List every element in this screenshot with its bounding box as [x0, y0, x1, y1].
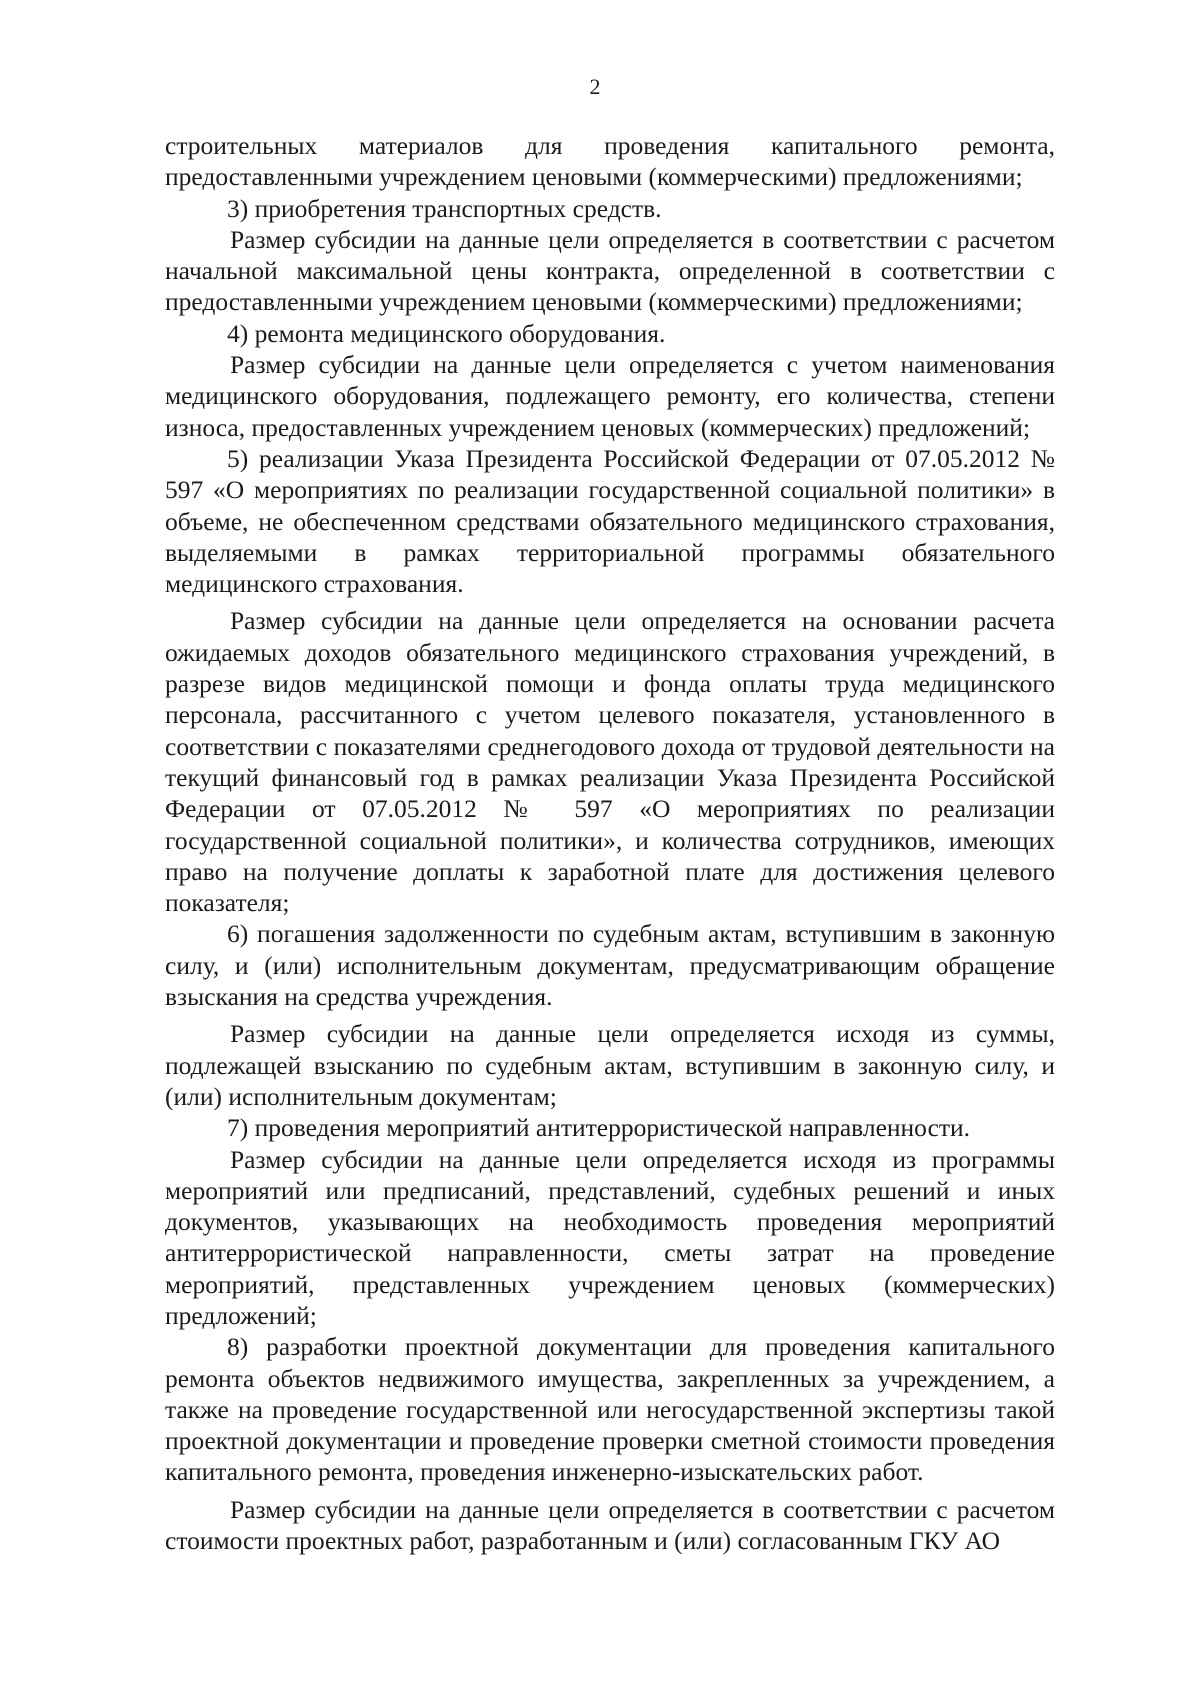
- paragraph-subsidy-5: Размер субсидии на данные цели определяется на основании расчета ожидаемых доходов обязательного медицинского страхования учреждений, в разрезе видов медицинской помощи и фонда оплаты труда медицинского персонала, рассчитанного с учетом целевого показателя, установленного в соответствии с показателями среднегодового дохода от трудовой деятельности на текущий финансовый год в рамках реализации Указа Президента Российской Федерации от 07.05.2012 № 597 «О мероприятиях по реализации государственной социальной политики», и количества сотрудников, имеющих право на получение доплаты к заработной плате для достижения целевого показателя;: [165, 606, 1055, 918]
- page-number: 2: [589, 74, 601, 99]
- paragraph-continuation: строительных материалов для проведения капитального ремонта, предоставленными учреждением ценовыми (коммерческими) предложениями;: [165, 131, 1055, 192]
- list-item-5: 5) реализации Указа Президента Российской Федерации от 07.05.2012 № 597 «О мероприятиях по реализации государственной социальной политики» в объеме, не обеспеченном средствами обязательного медицинского страхования, выделяемыми в рамках территориальной программы обязательного медицинского страхования.: [165, 443, 1055, 599]
- document-body: [165, 130, 1055, 1556]
- list-item-4: 4) ремонта медицинского оборудования.: [227, 318, 666, 348]
- paragraph-subsidy-7: Размер субсидии на данные цели определяется исходя из программы мероприятий или предписаний, представлений, судебных решений и иных документов, указывающих на необходимость проведения мероприятий антитеррористической направленности, сметы затрат на проведение мероприятий, представленных учреждением ценовых (коммерческих) предложений;: [165, 1144, 1055, 1330]
- list-item-3: 3) приобретения транспортных средств.: [227, 193, 662, 223]
- paragraph-subsidy-8: Размер субсидии на данные цели определяется в соответствии с расчетом стоимости проектных работ, разработанным и (или) согласованным ГКУ АО: [165, 1494, 1055, 1556]
- list-item-6: 6) погашения задолженности по судебным актам, вступившим в законную силу, и (или) исполнительным документам, предусматривающим обращение взыскания на средства учреждения.: [165, 919, 1055, 1012]
- paragraph-subsidy-6: Размер субсидии на данные цели определяется исходя из суммы, подлежащей взысканию по судебным актам, вступившим в законную силу, и (или) исполнительным документам;: [165, 1019, 1055, 1111]
- paragraph-subsidy-4: Размер субсидии на данные цели определяется с учетом наименования медицинского оборудования, подлежащего ремонту, его количества, степени износа, предоставленных учреждением ценовых (коммерческих) предложений;: [165, 350, 1055, 442]
- list-item-7: 7) проведения мероприятий антитеррористической направленности.: [227, 1113, 971, 1143]
- list-item-8: 8) разработки проектной документации для проведения капитального ремонта объектов недвижимого имущества, закрепленных за учреждением, а также на проведение государственной или негосударственной экспертизы такой проектной документации и проведение проверки сметной стоимости проведения капитального ремонта, проведения инженерно-изыскательских работ.: [165, 1332, 1055, 1487]
- paragraph-subsidy-3: Размер субсидии на данные цели определяется в соответствии с расчетом начальной максимальной цены контракта, определенной в соответствии с предоставленными учреждением ценовыми (коммерческими) предложениями;: [165, 224, 1055, 317]
